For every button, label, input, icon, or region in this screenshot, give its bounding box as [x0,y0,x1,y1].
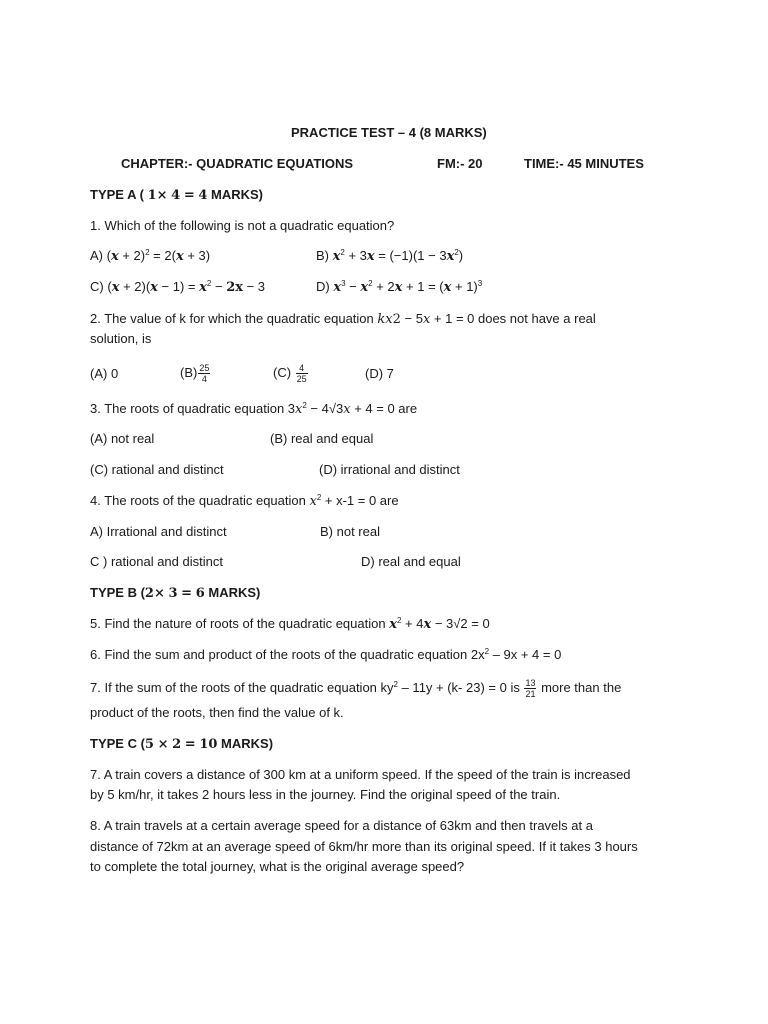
page-title: PRACTICE TEST – 4 (8 MARKS) [291,125,487,140]
question-3-option-b: (B) real and equal [270,431,374,446]
question-7-text-cont: product of the roots, then find the value of k. [90,705,344,720]
question-2-option-c: (C) $\frac{4}{25}$ [273,363,307,385]
question-2-option-b: (B) $\frac{25}{4}$ [180,363,210,385]
question-2-option-d: (D) 7 [365,366,394,381]
question-1-option-b: B) $x^2 + 3x = (-1)(1 - 3x^2)$ [316,248,464,264]
question-3-option-d: (D) irrational and distinct [319,462,460,477]
question-1-option-d: D) $x^3 - x^2 + 2x + 1 = (x + 1)^3$ [316,279,483,295]
chapter-label: CHAPTER:- QUADRATIC EQUATIONS [121,156,354,171]
question-8-line-1: 8. A train travels at a certain average speed for a distance of 63km and then travels at a [90,818,593,833]
question-3-option-a: (A) not real [90,431,155,446]
question-6-text: 6. Find the sum and product of the roots of the quadratic equation $2x^2 - 9x + 4 = 0$ [90,647,562,662]
question-4-option-d: D) real and equal [361,554,461,569]
question-4-option-c: C ) rational and distinct [90,554,223,569]
question-3-option-c: (C) rational and distinct [90,462,224,477]
full-marks-label: FM:- 20 [437,156,483,171]
section-heading-type-b: TYPE B (2× 3 = 6 MARKS) [90,585,261,601]
question-1-text: 1. Which of the following is not a quadratic equation? [90,218,395,233]
section-heading-type-c: TYPE C (5 × 2 = 10 MARKS) [90,736,274,752]
question-5-text: 5. Find the nature of roots of the quadratic equation $x^2 + 4x - 3√2 = 0$ [90,616,490,632]
question-c7-line-1: 7. A train covers a distance of 300 km at a uniform speed. If the speed of the train is increased [90,767,631,782]
question-4-option-b: B) not real [320,524,380,539]
question-8-line-3: to complete the total journey, what is the original average speed? [90,859,465,874]
question-2-option-a: (A) 0 [90,366,119,381]
question-8-line-2: distance of 72km at an average speed of 6km/hr more than its original speed. If it takes 3 hours [90,839,638,854]
question-1-option-c: C) $(x + 2)(x - 1) = x^2 - 2x - 3$ [90,279,266,295]
question-4-option-a: A) Irrational and distinct [90,524,227,539]
question-4-text: 4. The roots of the quadratic equation $x^2 + x-1 = 0$ are [90,493,399,509]
question-1-option-a: A) $(x + 2)^2 = 2(x + 3)$ [90,248,211,264]
section-heading-type-a: TYPE A ( 1× 4 = 4 MARKS) [90,187,264,203]
question-2-text-cont: solution, is [90,331,152,346]
question-2-text: 2. The value of k for which the quadratic equation kx2 − 5x + 1 = 0 does not have a real [90,311,596,327]
question-c7-line-2: by 5 km/hr, it takes 2 hours less in the journey. Find the original speed of the train. [90,787,561,802]
time-label: TIME:- 45 MINUTES [524,156,644,171]
question-7-text: 7. If the sum of the roots of the quadratic equation $ky^2 - 11y + (k-$ 23) = 0 is $\frac{13}{21}$ more than the [90,678,622,700]
question-3-text: 3. The roots of quadratic equation $3x^2 - 4√3x + 4 = 0$ are [90,401,418,417]
